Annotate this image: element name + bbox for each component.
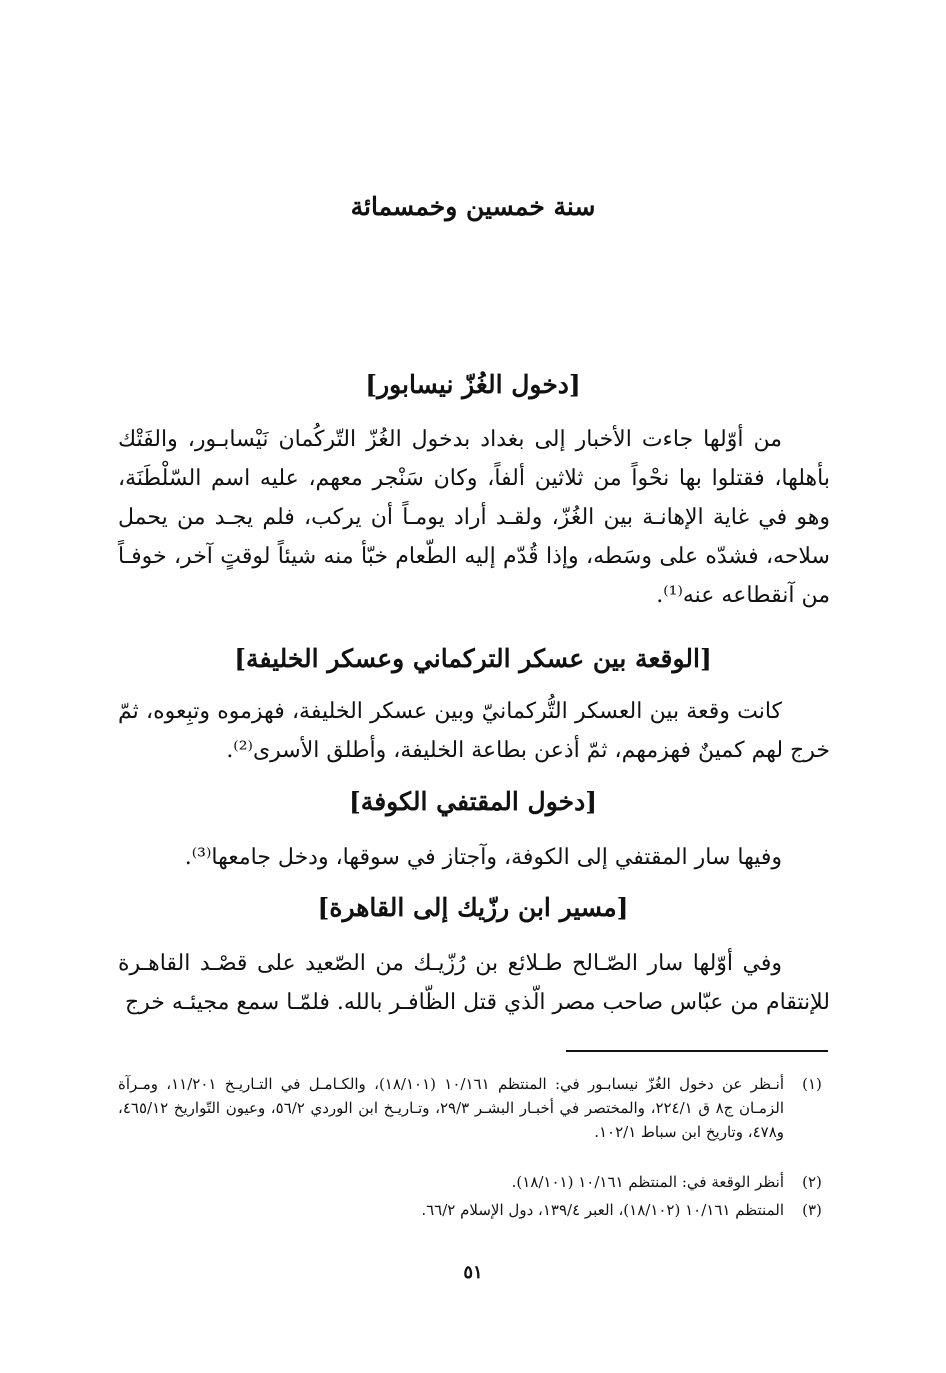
section-paragraph: من أوّلها جاءت الأخبار إلى بغداد بدخول الغُزّ التّركُمان نَيْسابـور، والفَتْك بأهلها، فقتلوا بها نحْواً من ثلاثين ألفاً، وكان سَنْجر معهم، عليه اسم السّلْطَنَة، وهو في غاية الإهانـة بين الغُزّ، ولقـد أراد يومـاً أن يركب، فلم يجـد من يحمل سلاحه، فشدّه على وسَطه، وإذا قُدّم إليه الطّعام خبّأ منه شيئاً لوقتٍ آخر، خوفـاً من آنقطاعه عنه⁽¹⁾. (118, 427, 830, 608)
footnote (118, 1170, 830, 1194)
footnote (118, 1072, 830, 1144)
footnote (118, 1198, 830, 1222)
footnote-text: أنظر الوقعة في: المنتظم ١٠/١٦١ (١٨/١٠١). (511, 1173, 784, 1191)
section-heading: [دخول الغُزّ نيسابور] (365, 370, 581, 399)
section-heading: [مسير ابن رزّيك إلى القاهرة] (317, 893, 629, 922)
footnote-number: (٢) (802, 1173, 822, 1191)
footnote-number: (٣) (802, 1201, 822, 1219)
section-heading: [الوقعة بين عسكر التركماني وعسكر الخليفة] (234, 644, 712, 673)
section-heading: [دخول المقتفي الكوفة] (348, 787, 598, 816)
page-number: ٥١ (463, 1262, 483, 1283)
section-paragraph: وفي أوّلها سار الصّـالح طـلائع بن رُزّيـك من الصّعيد على قصْـد القاهـرة للإنتقام من عبّاس صاحب مصر الّذي قتل الظّافـر بالله. فلمّـا سمع مجيئـه خرج (118, 951, 830, 1015)
chapter-title: سنة خمسين وخمسمائة (350, 192, 596, 221)
footnote-divider (566, 1050, 828, 1052)
footnote-number: (١) (802, 1075, 822, 1093)
footnote-text: أنـظر عن دخول الغُزّ نيسابـور في: المنتظم ١٠/١٦١ (١٨/١٠١)، والكـامـل في التـاريـخ ١١/٢٠١، ومـرآة الزمـان ج٨ ق ٢٢٤/١، والمختصر في أخبـار البشـر ٢٩/٣، وتـاريـخ ابن الوردي ٥٦/٢، وعيون التّواريخ ٤٦٥/١٢، و٤٧٨، وتاريخ ابن سباط ١٠٢/١. (118, 1075, 784, 1141)
footnote-text: المنتظم ١٠/١٦١ (١٨/١٠٢)، العبر ١٣٩/٤، دول الإسلام ٦٦/٢. (421, 1201, 784, 1219)
section-paragraph: وفيها سار المقتفي إلى الكوفة، وآجتاز في سوقها، ودخل جامعها⁽³⁾. (184, 845, 782, 870)
section-paragraph: كانت وقعة بين العسكر التُّركمانيّ وبين عسكر الخليفة، فهزموه وتبِعوه، ثمّ خرج لهم كمينٌ فهزمهم، ثمّ أذعن بطاعة الخليفة، وأطلق الأسرى⁽²⁾. (118, 699, 830, 763)
